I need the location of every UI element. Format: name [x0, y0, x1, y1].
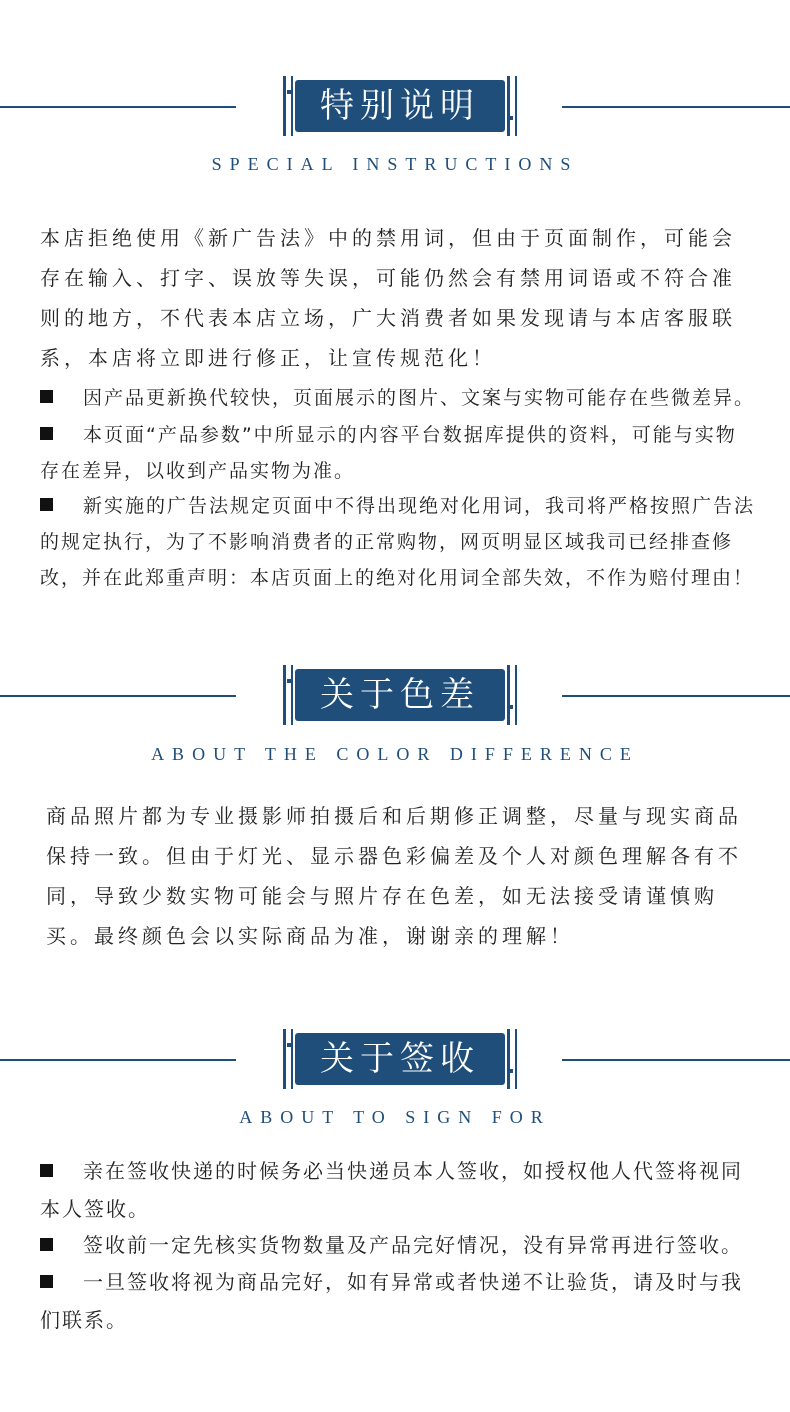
section-title: 关于色差 [320, 675, 480, 715]
section-paragraph: 本店拒绝使用《新广告法》中的禁用词，但由于页面制作，可能会存在输入、打字、误放等失误，可能仍然会有禁用词语或不符合准则的地方，不代表本店立场，广大消费者如果发现请与本店客服联系，本店将立即进行修正，让宣传规范化！ [40, 226, 736, 370]
section-subtitle: ABOUT THE COLOR DIFFERENCE [151, 744, 639, 764]
bullet-text: 新实施的广告法规定页面中不得出现绝对化用词，我司将严格按照广告法的规定执行，为了不影响消费者的正常购物，网页明显区域我司已经排查修改，并在此郑重声明：本店页面上的绝对化用词全部失效，不作为赔付理由！ [40, 495, 756, 589]
bullet-text: 本页面“产品参数”中所显示的内容平台数据库提供的资料，可能与实物存在差异，以收到产品实物为准。 [40, 424, 737, 482]
square-bullet-icon [40, 427, 53, 440]
section-title: 关于签收 [320, 1039, 480, 1079]
divider-right [562, 106, 790, 108]
bullet-text: 亲在签收快递的时候务必当快递员本人签收，如授权他人代签将视同本人签收。 [40, 1159, 743, 1221]
square-bullet-icon [40, 1164, 53, 1177]
divider-left [0, 1059, 236, 1061]
section-paragraph: 商品照片都为专业摄影师拍摄后和后期修正调整，尽量与现实商品保持一致。但由于灯光、显示器色彩偏差及个人对颜色理解各有不同，导致少数实物可能会与照片存在色差，如无法接受请谨慎购买。最终颜色会以实际商品为准，谢谢亲的理解！ [46, 804, 742, 948]
section-subtitle: ABOUT TO SIGN FOR [239, 1107, 551, 1127]
section-subtitle: SPECIAL INSTRUCTIONS [211, 154, 579, 174]
section-title: 特别说明 [320, 86, 480, 126]
bullet-text: 因产品更新换代较快，页面展示的图片、文案与实物可能存在些微差异。 [83, 387, 756, 409]
divider-left [0, 106, 236, 108]
square-bullet-icon [40, 1238, 53, 1251]
bullet-item [40, 380, 756, 416]
bullet-item [40, 417, 756, 489]
square-bullet-icon [40, 390, 53, 403]
divider-left [0, 695, 236, 697]
bullet-item [40, 488, 756, 596]
section-title-badge [283, 1029, 517, 1089]
divider-right [562, 695, 790, 697]
bullet-text: 签收前一定先核实货物数量及产品完好情况，没有异常再进行签收。 [83, 1233, 743, 1257]
square-bullet-icon [40, 1275, 53, 1288]
bullet-item [40, 1226, 756, 1264]
section-title-badge [283, 665, 517, 725]
bullet-item [40, 1263, 756, 1339]
bullet-item [40, 1152, 756, 1228]
divider-right [562, 1059, 790, 1061]
square-bullet-icon [40, 498, 53, 511]
bullet-text: 一旦签收将视为商品完好，如有异常或者快递不让验货，请及时与我们联系。 [40, 1270, 743, 1332]
section-title-badge [283, 76, 517, 136]
